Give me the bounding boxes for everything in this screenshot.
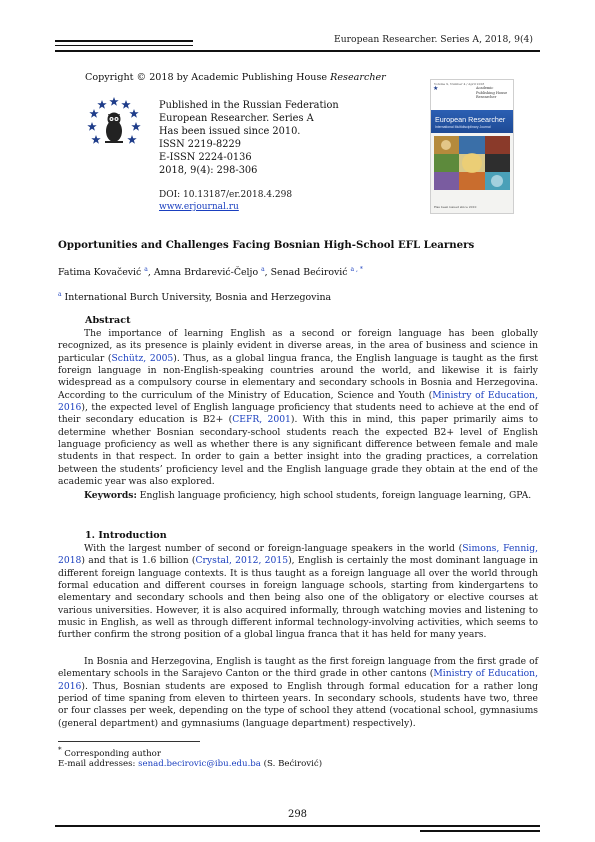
affiliation-mark: a	[58, 291, 62, 298]
footnote-rule	[58, 741, 200, 742]
pub-issn: ISSN 2219-8229	[159, 139, 241, 150]
journal-cover	[430, 79, 514, 214]
copyright-text: Copyright © 2018 by Academic Publishing House	[85, 72, 331, 83]
keywords-text: English language proficiency, high school students, foreign language learning, GPA.	[136, 490, 532, 501]
copyright-publisher: Researcher	[330, 72, 386, 83]
intro-text: ), English is certainly the most dominant language in different foreign language contexts. It is thus taught as a foreign language all over the world through formal education and different courses in foreign language schools, starting from kindergartens to elementary and secondary schools and then being also one of the obligatory or elective courses at various universities. However, it is also acquired informally, through watching movies and listening to music in English, as well as through different informal technology-involving activities, which seems to further confirm the strong position of a global lingua franca that it has held for many years.	[58, 555, 538, 641]
running-title: European Researcher. Series A, 2018, 9(4)	[334, 34, 533, 45]
publisher-logo-icon	[86, 95, 142, 151]
introduction-heading: 1. Introduction	[85, 530, 167, 541]
cover-title-band	[431, 110, 513, 133]
journal-link[interactable]: www.erjournal.ru	[159, 202, 239, 212]
citation-link[interactable]: Ministry of Education, 2016	[58, 668, 539, 692]
header-rule-left	[55, 40, 193, 42]
cover-logo-icon: ★	[433, 85, 439, 92]
copyright-line	[85, 72, 386, 83]
author-name: Amna Brdarević-Čeljo	[153, 267, 262, 279]
cover-publisher-text: Academic Publishing House Researcher	[476, 86, 508, 99]
intro-text: ). Thus, Bosnian students are exposed to English through formal education for a rather long period of time spaning from eleven to thirteen years. In secondary schools, students have two, three or four classes per week, depending on the type of school they attend (vocational school, gymnasiums (general department) and gymnasiums (language department) respectively).	[58, 680, 538, 729]
author-list	[58, 266, 363, 278]
abstract-text: The importance of learning English as a second or foreign language has been globally recognized, as its presence is plainly evident in diverse areas, in the area of business and science in particular (	[58, 328, 538, 364]
email-link[interactable]: senad.becirovic@ibu.edu.ba	[138, 759, 261, 769]
pub-eissn: E-ISSN 2224-0136	[159, 152, 252, 163]
intro-text: With the largest number of second or foreign-language speakers in the world (	[84, 543, 463, 554]
article-title: Opportunities and Challenges Facing Bosnian High-School EFL Learners	[58, 239, 475, 251]
cover-header	[431, 80, 513, 110]
author-separator: ,	[147, 267, 154, 279]
citation-link[interactable]: CEFR, 2001	[232, 414, 291, 426]
pub-journal: European Researcher. Series A	[159, 113, 314, 124]
introduction-paragraph-2	[58, 656, 538, 730]
author-name: Senad Bećirović	[270, 267, 351, 279]
abstract-text: ). With this in mind, this paper primarily aims to determine whether Bosnian secondary-school students reach the expected B2+ level of English language proficiency as well as whether there is any significant difference between female and male students in that respect. In order to gain a better insight into the grading practices, a correlation between the students’ proficiency level and the English language grade they obtain at the end of the academic year was also explored.	[58, 414, 538, 488]
introduction-paragraph-1	[58, 543, 538, 642]
pub-country: Published in the Russian Federation	[159, 100, 339, 111]
cover-title: European Researcher	[435, 115, 506, 124]
footnote-marker: *	[58, 745, 62, 754]
pub-issued: Has been issued since 2010.	[159, 126, 301, 137]
header-rule-full	[55, 50, 540, 52]
cover-footer: Has been issued since 2010	[434, 205, 477, 209]
abstract-heading: Abstract	[85, 315, 131, 326]
doi-block	[159, 189, 292, 213]
footnote-email	[58, 759, 322, 769]
author-name: Fatima Kovačević	[58, 267, 145, 279]
cover-subtitle: International Multidisciplinary Journal	[435, 125, 491, 129]
keywords	[58, 490, 538, 502]
author-affil-mark: a	[144, 266, 148, 273]
footnote-text: Corresponding author	[61, 748, 161, 759]
author-affil-mark: a	[261, 266, 265, 273]
pub-volume: 2018, 9(4): 298-306	[159, 165, 258, 176]
footer-rule-right	[420, 830, 540, 832]
cover-collage-image	[434, 136, 510, 190]
citation-link[interactable]: Ministry of Education, 2016	[58, 389, 538, 414]
cover-volume-text: Volume 9, Number 4 / April 2018	[434, 82, 485, 86]
abstract-text: ). Thus, as a global lingua franca, the English language is taught as the first foreign language in non-English-speaking countries around the world, and likewise it is fairly widespread as a compulsory course in elementary and secondary schools in Bosnia and Herzegovina. According to the curriculum of the Ministry of Education, Science and Youth (	[58, 352, 538, 401]
footnote-corresponding	[58, 745, 161, 759]
abstract-text: ), the expected level of English language proficiency that students need to achieve at the end of their secondary education is B2+ (	[58, 402, 538, 426]
citation-link[interactable]: Simons, Fennig, 2018	[58, 543, 538, 567]
author-affil-mark: a , *	[350, 266, 363, 273]
header-rule-left-thin	[55, 45, 193, 46]
footer-rule-full	[55, 825, 540, 827]
affiliation	[58, 291, 331, 303]
doi-text: DOI: 10.13187/er.2018.4.298	[159, 190, 293, 200]
page-number: 298	[287, 809, 308, 820]
citation-link[interactable]: Crystal, 2012, 2015	[195, 555, 289, 567]
publication-info	[159, 99, 339, 177]
abstract-body	[58, 328, 538, 488]
email-owner: (S. Bećirović)	[260, 759, 323, 769]
intro-text: In Bosnia and Herzegovina, English is taught as the first foreign language from the first grade of elementary schools in the Sarajevo Canton or the third grade in other cantons (	[58, 656, 538, 680]
affiliation-text: International Burch University, Bosnia and Herzegovina	[61, 292, 332, 304]
intro-text: ) and that is 1.6 billion (	[81, 555, 196, 567]
keywords-label: Keywords:	[84, 490, 137, 501]
author-separator: ,	[264, 267, 271, 279]
email-label: E-mail addresses:	[58, 759, 139, 769]
citation-link[interactable]: Schütz, 2005	[111, 352, 174, 364]
